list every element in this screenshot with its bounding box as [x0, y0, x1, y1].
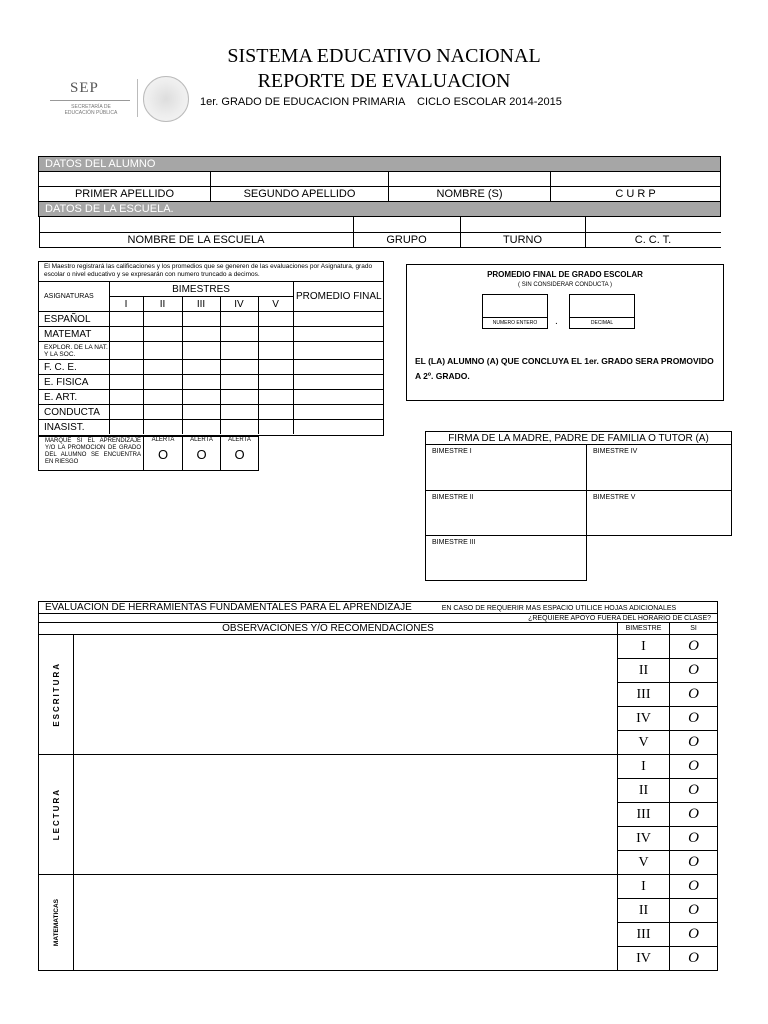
decimal-box[interactable]: DECIMAL [569, 294, 635, 329]
alert-cell[interactable]: ALERTA O [221, 437, 259, 471]
input-nombre[interactable] [389, 172, 551, 187]
sep-logo-subtext: SECRETARÍA DE EDUCACIÓN PÚBLICA [64, 104, 118, 116]
input-escuela[interactable] [39, 217, 353, 232]
student-school-table [38, 156, 721, 248]
promedio-subtitle: ( SIN CONSIDERAR CONDUCTA ) [518, 282, 612, 288]
subject-row: E. ART. [38, 390, 384, 405]
subjects-header: ASIGNATURAS [38, 282, 109, 312]
obs-escritura[interactable] [74, 635, 618, 755]
bimestre-col: II [143, 297, 182, 312]
si-mark[interactable]: O [670, 659, 718, 683]
bimestre-col: I [109, 297, 143, 312]
obs-header: OBSERVACIONES Y/O RECOMENDACIONES [39, 623, 618, 635]
grade-label: 1er. GRADO DE EDUCACION PRIMARIA [200, 96, 405, 108]
subject-row: EXPLOR. DE LA NAT. Y LA SOC. [38, 342, 384, 360]
input-segundo-apellido[interactable] [211, 172, 389, 187]
alert-cell[interactable]: ALERTA O [183, 437, 221, 471]
subject-row: F. C. E. [38, 360, 384, 375]
si-mark[interactable]: O [670, 755, 718, 779]
si-mark[interactable]: O [670, 731, 718, 755]
area-escritura: ESCRITURA [39, 635, 74, 755]
alert-circle[interactable]: O [234, 447, 245, 462]
section-alumno: DATOS DEL ALUMNO [39, 157, 721, 172]
eval-title-row [39, 602, 718, 614]
subject-row: INASIST. [38, 420, 384, 435]
signature-bimestre-2[interactable]: BIMESTRE II [426, 491, 587, 536]
school-subtable [39, 217, 721, 248]
si-mark[interactable]: O [670, 779, 718, 803]
subject-row: CONDUCTA [38, 405, 384, 420]
bimestres-header: BIMESTRES [109, 282, 293, 297]
promedio-title: PROMEDIO FINAL DE GRADO ESCOLAR [487, 270, 643, 279]
grades-table [38, 281, 384, 434]
eval-title: EVALUACION DE HERRAMIENTAS FUNDAMENTALES PARA EL APRENDIZAJE [45, 602, 412, 613]
signature-bimestre-1[interactable]: BIMESTRE I [426, 445, 587, 491]
subject-row: E. FISICA [38, 375, 384, 390]
obs-matematicas[interactable] [74, 875, 618, 971]
subject-row: MATEMAT [38, 327, 384, 342]
alert-table [38, 436, 259, 471]
si-mark[interactable]: O [670, 827, 718, 851]
input-cct[interactable] [585, 217, 721, 232]
promedio-header: PROMEDIO FINAL [293, 282, 384, 312]
si-mark[interactable]: O [670, 875, 718, 899]
label-cct: C. C. T. [585, 232, 721, 247]
label-curp: C U R P [551, 187, 721, 202]
input-primer-apellido[interactable] [39, 172, 211, 187]
signature-bimestre-3[interactable]: BIMESTRE III [426, 536, 587, 581]
label-segundo-apellido: SEGUNDO APELLIDO [211, 187, 389, 202]
label-primer-apellido: PRIMER APELLIDO [39, 187, 211, 202]
subject-row: ESPAÑOL [38, 312, 384, 327]
signature-table [425, 431, 732, 581]
bimestre-header: BIMESTRE [618, 623, 670, 635]
si-mark[interactable]: O [670, 803, 718, 827]
area-matematicas: MATEMATICAS [39, 875, 74, 971]
cycle-label: CICLO ESCOLAR 2014-2015 [417, 96, 562, 108]
si-mark[interactable]: O [670, 851, 718, 875]
title-sistema: SISTEMA EDUCATIVO NACIONAL [227, 45, 541, 67]
alert-note: MARQUE SI EL APRENDIZAJE Y/O LA PROMOCION DE GRADO DEL ALUMNO SE ENCUENTRA EN RIESGO [39, 437, 144, 471]
grades-intro: El Maestro registrará las calificaciones y los promedios que se generen de las evaluaciones por Asignatura, grado escolar o nivel educativo y se expresarán con numero truncado a decimos. [44, 263, 373, 278]
alert-circle[interactable]: O [196, 447, 207, 462]
eval-note: EN CASO DE REQUERIR MAS ESPACIO UTILICE HOJAS ADICIONALES [441, 605, 677, 612]
subtitle [200, 96, 562, 108]
sep-logo-text: SEP [70, 80, 99, 96]
alert-circle[interactable]: O [157, 447, 169, 462]
label-nombre: NOMBRE (S) [389, 187, 551, 202]
bimestre-col: V [258, 297, 293, 312]
si-mark[interactable]: O [670, 899, 718, 923]
si-mark[interactable]: O [670, 707, 718, 731]
si-mark[interactable]: O [670, 683, 718, 707]
area-lectura: LECTURA [39, 755, 74, 875]
obs-lectura[interactable] [74, 755, 618, 875]
si-mark[interactable]: O [670, 947, 718, 971]
numero-entero-box[interactable]: NUMERO ENTERO [482, 294, 548, 329]
promotion-note: EL (LA) ALUMNO (A) QUE CONCLUYA EL 1er. GRADO SERA PROMOVIDO A 2º. GRADO. [415, 356, 714, 381]
label-turno: TURNO [460, 232, 585, 247]
bimestre-col: IV [220, 297, 258, 312]
alert-cell[interactable]: ALERTA O [144, 437, 183, 471]
input-grupo[interactable] [353, 217, 460, 232]
eval-question: ¿REQUIERE APOYO FUERA DEL HORARIO DE CLASE? [39, 614, 718, 623]
bimestre-col: III [182, 297, 220, 312]
signature-title: FIRMA DE LA MADRE, PADRE DE FAMILIA O TUTOR (A) [426, 432, 732, 445]
signature-bimestre-4[interactable]: BIMESTRE IV [587, 445, 732, 491]
decimal-point: . [555, 316, 558, 327]
title-reporte: REPORTE DE EVALUACION [257, 70, 511, 92]
label-escuela: NOMBRE DE LA ESCUELA [39, 232, 353, 247]
input-curp[interactable] [551, 172, 721, 187]
label-grupo: GRUPO [353, 232, 460, 247]
signature-bimestre-5[interactable]: BIMESTRE V [587, 491, 732, 536]
si-mark[interactable]: O [670, 923, 718, 947]
evaluation-table: EVALUACION DE HERRAMIENTAS FUNDAMENTALES PARA EL APRENDIZAJE EN CASO DE REQUERIR MAS ESPACIO UTILICE HOJAS ADICIONALES ¿REQUIERE APOYO FUERA DEL HORARIO DE CLASE? OBSERVACIONES Y/O RECOMENDACIONES BIMESTRE SI ESCRITURA I O II O III O IV O V O LECTURA I O II O III O IV O V O MATEMATICAS I O II O III O IV O [38, 601, 718, 971]
si-header: SI [670, 623, 718, 635]
si-mark[interactable]: O [670, 635, 718, 659]
section-escuela: DATOS DE LA ESCUELA. [39, 202, 721, 217]
input-turno[interactable] [460, 217, 585, 232]
